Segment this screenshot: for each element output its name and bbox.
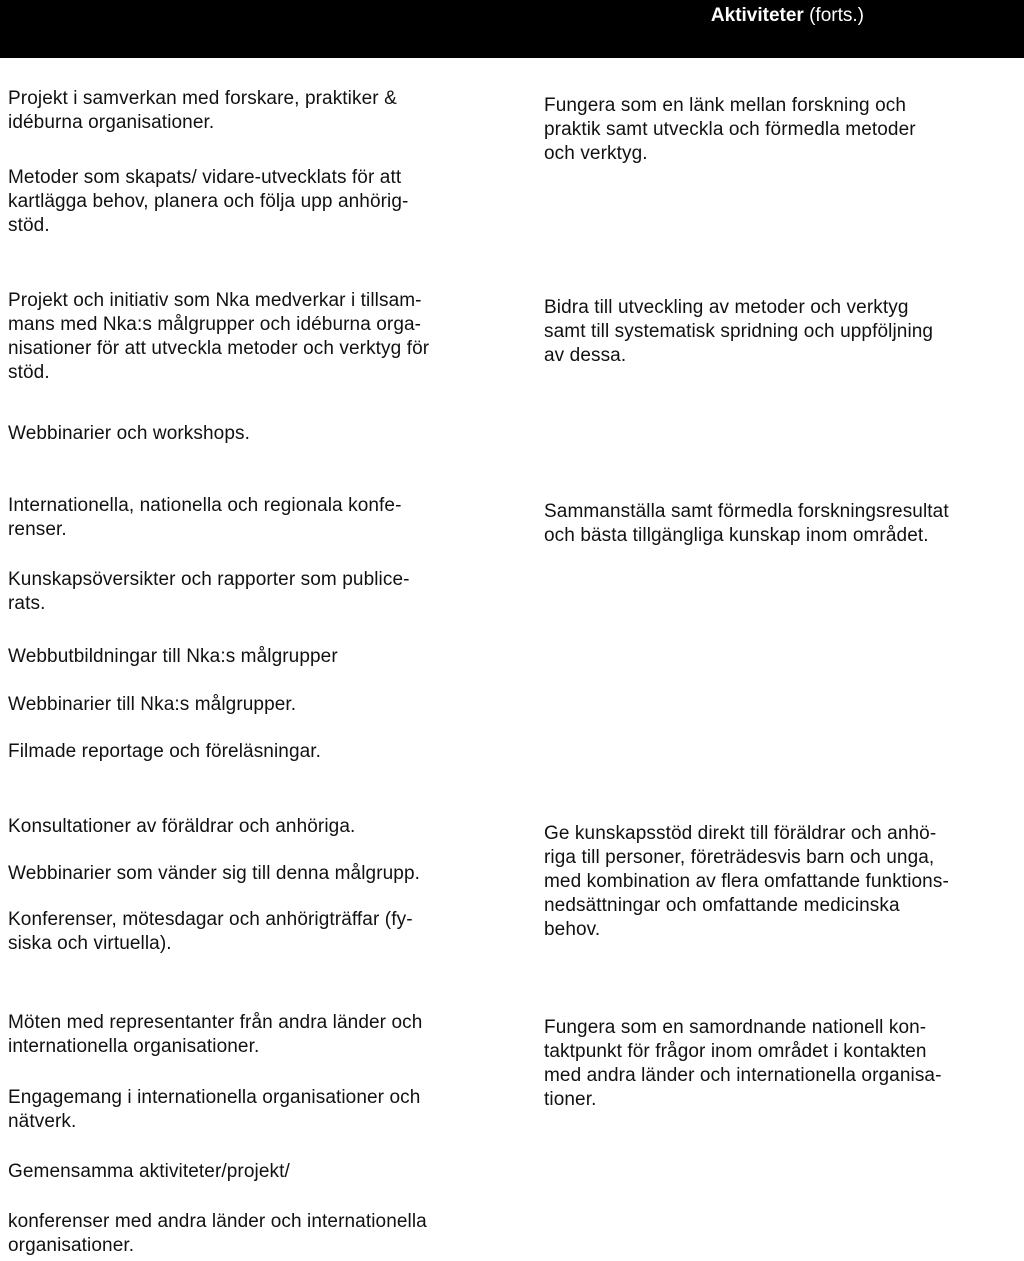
row4-left-text-3: Konferenser, mötesdagar och anhörigträffar (fy- siska och virtuella). xyxy=(8,909,413,954)
row1-left-text-2: Metoder som skapats/ vidare-utvecklats för att kartlägga behov, planera och följa upp anhörig- stöd. xyxy=(8,167,409,236)
header-title-bold: Aktiviteter xyxy=(710,5,804,26)
row5-left-text-2: Engagemang i internationella organisationer och nätverk. xyxy=(8,1087,421,1132)
row4-right-text: Ge kunskapsstöd direkt till föräldrar och anhö- riga till personer, företrädesvis barn och unga, med kombination av flera omfattande funktions- nedsättningar och omfattande medicinska behov. xyxy=(544,823,949,940)
row4-left-text-1: Konsultationer av föräldrar och anhöriga. xyxy=(8,816,356,837)
row2-right-text: Bidra till utveckling av metoder och verktyg samt till systematisk spridning och uppföljning av dessa. xyxy=(544,297,934,366)
row5-left-text-1: Möten med representanter från andra länder och internationella organisationer. xyxy=(8,1012,423,1057)
header-title-rest: (forts.) xyxy=(809,5,864,26)
page-header xyxy=(0,0,1024,58)
row5-left-text-3: Gemensamma aktiviteter/projekt/ xyxy=(8,1161,290,1182)
row3-right-text: Sammanställa samt förmedla forskningsresultat och bästa tillgängliga kunskap inom området. xyxy=(544,501,949,546)
header-title xyxy=(711,4,864,28)
row3-left-text-2: Kunskapsöversikter och rapporter som publice- rats. xyxy=(8,569,410,614)
row1-left-text-1: Projekt i samverkan med forskare, praktiker & idéburna organisationer. xyxy=(8,88,397,133)
row5-right-text: Fungera som en samordnande nationell kon- taktpunkt för frågor inom området i kontakten med andra länder och internationella organisa- tioner. xyxy=(544,1017,942,1110)
row3-left-text-5: Filmade reportage och föreläsningar. xyxy=(8,741,322,762)
row5-left-text-4: konferenser med andra länder och internationella organisationer. xyxy=(8,1211,427,1256)
row3-left-text-3: Webbutbildningar till Nka:s målgrupper xyxy=(8,646,338,667)
row2-left-text-2: Webbinarier och workshops. xyxy=(8,423,250,444)
row3-left-text-1: Internationella, nationella och regionala konfe- renser. xyxy=(8,495,402,540)
row2-left-text-1: Projekt och initiativ som Nka medverkar i tillsam- mans med Nka:s målgrupper och idéburna orga- nisationer för att utveckla metoder och verktyg för stöd. xyxy=(8,290,430,383)
row4-left-text-2: Webbinarier som vänder sig till denna målgrupp. xyxy=(8,863,421,884)
row3-left-text-4: Webbinarier till Nka:s målgrupper. xyxy=(8,694,297,715)
row1-right-text: Fungera som en länk mellan forskning och praktik samt utveckla och förmedla metoder och verktyg. xyxy=(544,95,916,164)
